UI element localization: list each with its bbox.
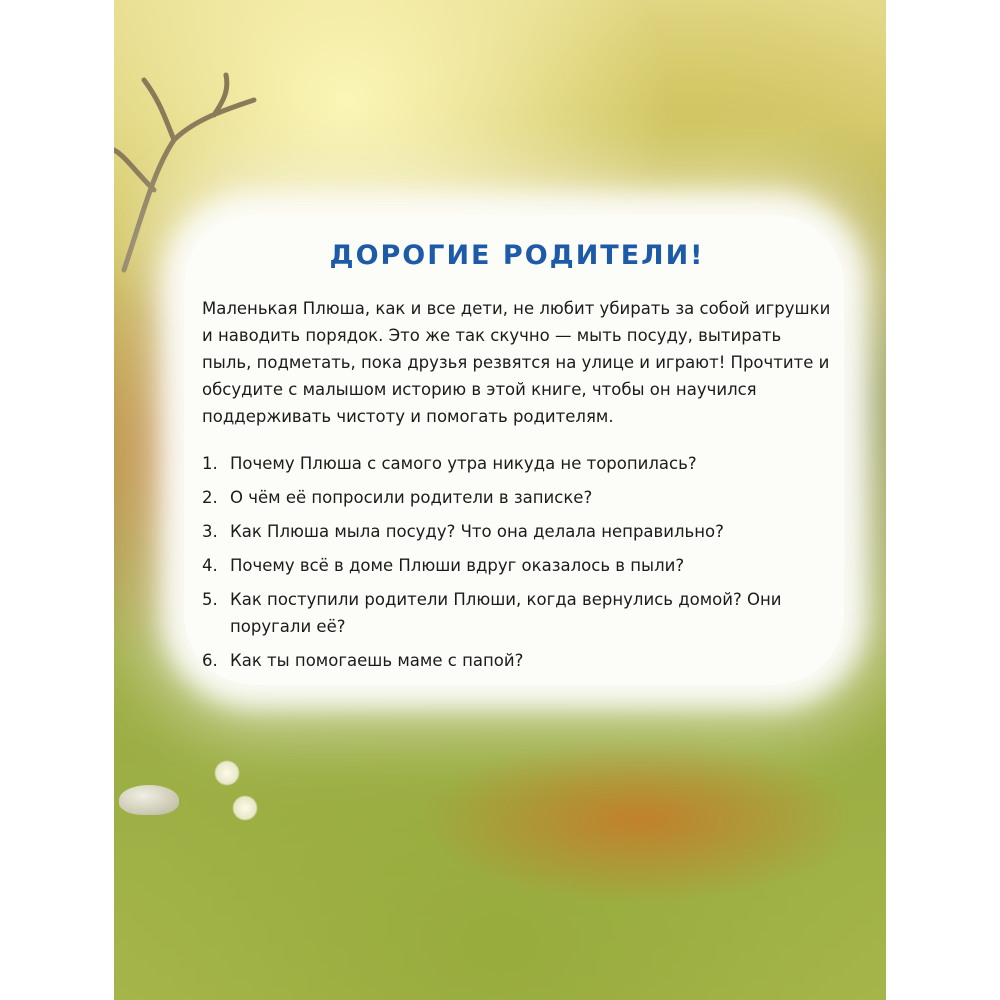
question-number: 5.	[202, 590, 218, 609]
question-number: 2.	[202, 488, 218, 507]
question-number: 6.	[202, 651, 218, 670]
question-number: 3.	[202, 522, 218, 541]
question-item	[202, 552, 832, 579]
question-list	[202, 450, 832, 674]
intro-paragraph: Маленькая Плюша, как и все дети, не любит убирать за собой игрушки и наводить порядок. Это же так скучно — мыть посуду, вытирать пыль, подметать, пока друзья резвятся на улице и играют! Прочтите и обсудите с малышом историю в этой книге, чтобы он научился поддерживать чистоту и помогать родителям.	[202, 299, 831, 426]
question-text: Как ты помогаешь маме с папой?	[230, 651, 524, 670]
question-item	[202, 586, 832, 640]
question-number: 4.	[202, 556, 218, 575]
mushroom-illustration	[119, 785, 179, 815]
flower-illustration	[232, 795, 258, 821]
question-text: Почему Плюша с самого утра никуда не торопилась?	[230, 454, 697, 473]
book-page	[114, 0, 886, 1000]
question-item	[202, 484, 832, 511]
flower-illustration	[214, 760, 240, 786]
question-text: О чём её попросили родители в записке?	[230, 488, 593, 507]
question-item	[202, 450, 832, 477]
parents-note	[202, 240, 832, 681]
question-item	[202, 518, 832, 545]
question-text: Как Плюша мыла посуду? Что она делала неправильно?	[230, 522, 724, 541]
question-text: Как поступили родители Плюши, когда вернулись домой? Они поругали её?	[230, 590, 782, 636]
page-title: ДОРОГИЕ РОДИТЕЛИ!	[329, 240, 705, 271]
question-item	[202, 647, 832, 674]
question-number: 1.	[202, 454, 218, 473]
question-text: Почему всё в доме Плюши вдруг оказалось в пыли?	[230, 556, 685, 575]
